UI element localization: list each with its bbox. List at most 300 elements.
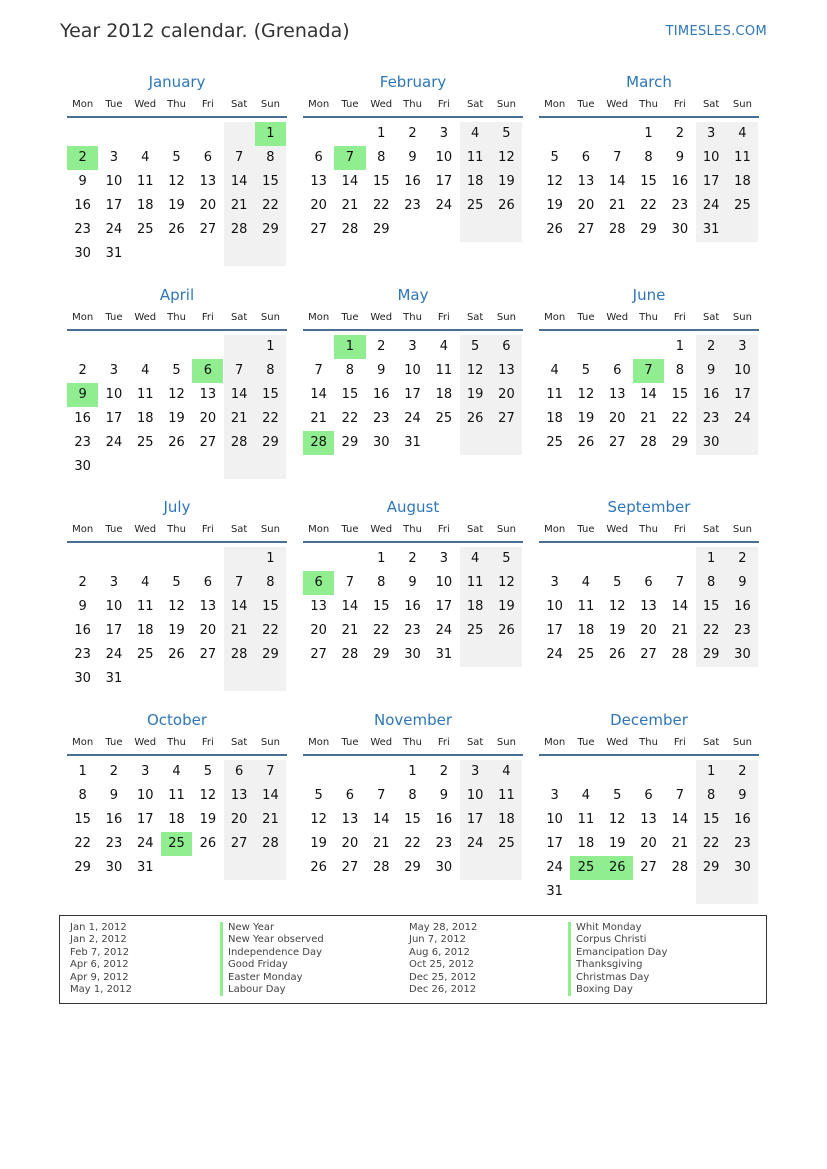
day-cell: 17 xyxy=(546,623,563,638)
day-cell: 1 xyxy=(696,547,727,571)
day-cell: 6 xyxy=(224,760,255,784)
day-cell: 12 xyxy=(460,359,491,383)
weekday-label: Mon xyxy=(72,737,94,748)
day-cell: 19 xyxy=(199,812,217,827)
empty-weekend-cell xyxy=(727,218,758,242)
day-cell: 27 xyxy=(310,222,327,237)
day-cell: 14 xyxy=(671,812,689,827)
day-cell: 25 xyxy=(570,856,601,880)
day-cell: 20 xyxy=(640,623,657,638)
day-cell: 6 xyxy=(644,575,653,590)
day-cell: 12 xyxy=(608,812,626,827)
empty-weekend-cell xyxy=(224,856,255,880)
day-cell: 21 xyxy=(341,198,359,213)
weekday-label: Sun xyxy=(260,737,280,748)
day-cell: 12 xyxy=(546,174,563,189)
weekday-label: Tue xyxy=(577,524,595,535)
day-cell: 5 xyxy=(460,335,491,359)
day-cell: 16 xyxy=(671,174,689,189)
day-cell: 13 xyxy=(577,174,595,189)
day-cell: 6 xyxy=(303,571,334,595)
weekday-label: Fri xyxy=(673,312,686,323)
weekday-header xyxy=(539,94,759,116)
holiday-date: Dec 25, 2012 xyxy=(409,971,477,983)
day-cell: 20 xyxy=(577,198,595,213)
day-cell: 10 xyxy=(105,599,123,614)
day-cell: 3 xyxy=(460,760,491,784)
holiday-date: Dec 26, 2012 xyxy=(409,984,477,996)
weekday-label: Sun xyxy=(260,312,280,323)
day-cell: 8 xyxy=(377,150,386,165)
day-cell: 7 xyxy=(314,363,323,378)
empty-weekend-cell xyxy=(255,856,286,880)
weekday-label: Thu xyxy=(639,99,658,110)
day-cell: 28 xyxy=(341,647,359,662)
day-cell: 23 xyxy=(727,619,758,643)
weekday-label: Sat xyxy=(466,524,484,535)
day-cell: 14 xyxy=(671,599,689,614)
day-cell: 4 xyxy=(172,764,181,779)
day-cell: 9 xyxy=(67,383,98,407)
weekday-label: Sat xyxy=(702,312,720,323)
day-cell: 6 xyxy=(581,150,591,165)
weekday-header xyxy=(67,732,287,754)
day-cell: 7 xyxy=(613,150,622,165)
day-cell: 30 xyxy=(372,435,390,450)
month-name: February xyxy=(379,73,447,91)
empty-weekend-cell xyxy=(224,455,255,479)
day-cell: 19 xyxy=(460,383,491,407)
day-cell: 2 xyxy=(408,551,417,566)
empty-weekend-cell xyxy=(491,856,522,880)
weekday-label: Sun xyxy=(496,524,516,535)
day-cell: 30 xyxy=(404,647,421,662)
day-cell: 28 xyxy=(341,222,359,237)
day-cell: 4 xyxy=(727,122,758,146)
day-cell: 11 xyxy=(460,146,491,170)
day-cell: 4 xyxy=(460,122,491,146)
weekday-label: Fri xyxy=(201,99,214,110)
weekday-label: Tue xyxy=(105,737,123,748)
day-cell: 20 xyxy=(491,383,522,407)
day-cell: 11 xyxy=(727,146,758,170)
day-cell: 29 xyxy=(255,643,286,667)
day-cell: 22 xyxy=(404,836,421,851)
day-cell: 16 xyxy=(74,623,91,638)
day-cell: 24 xyxy=(696,194,727,218)
day-cell: 24 xyxy=(105,647,123,662)
month-name: September xyxy=(607,498,691,516)
day-cell: 19 xyxy=(608,836,626,851)
weekday-label: Sun xyxy=(732,99,752,110)
day-cell: 15 xyxy=(640,174,657,189)
weekday-header xyxy=(67,94,287,116)
empty-weekend-cell xyxy=(255,242,286,266)
day-cell: 17 xyxy=(404,387,421,402)
day-cell: 27 xyxy=(224,832,255,856)
weekday-label: Mon xyxy=(308,99,330,110)
day-cell: 20 xyxy=(199,411,217,426)
day-cell: 15 xyxy=(671,387,689,402)
day-cell: 30 xyxy=(74,671,91,686)
holiday-name: New Year observed xyxy=(228,934,324,946)
day-cell: 9 xyxy=(675,150,684,165)
day-cell: 28 xyxy=(255,832,286,856)
day-cell: 5 xyxy=(172,363,181,378)
day-cell: 24 xyxy=(435,198,453,213)
day-cell: 11 xyxy=(136,174,154,189)
day-cell: 2 xyxy=(377,339,386,354)
day-cell: 21 xyxy=(341,623,359,638)
day-cell: 6 xyxy=(192,359,223,383)
day-cell: 22 xyxy=(696,619,727,643)
day-cell: 3 xyxy=(550,788,559,803)
weekday-label: Wed xyxy=(370,312,393,323)
day-grid xyxy=(67,331,287,475)
day-cell: 21 xyxy=(255,808,286,832)
weekday-label: Thu xyxy=(167,99,186,110)
weekday-label: Thu xyxy=(639,312,658,323)
holiday-name: Whit Monday xyxy=(576,922,642,933)
day-cell: 1 xyxy=(255,547,286,571)
day-cell: 30 xyxy=(727,643,758,667)
day-cell: 22 xyxy=(74,836,91,851)
day-cell: 23 xyxy=(696,407,727,431)
weekday-header xyxy=(303,94,523,116)
day-cell: 18 xyxy=(136,198,154,213)
month-december xyxy=(539,708,759,900)
day-cell: 17 xyxy=(460,808,491,832)
day-cell: 27 xyxy=(577,222,595,237)
day-cell: 7 xyxy=(675,788,684,803)
month-march xyxy=(539,70,759,262)
day-cell: 13 xyxy=(224,784,255,808)
day-cell: 6 xyxy=(491,335,522,359)
weekday-label: Sat xyxy=(230,312,248,323)
weekday-label: Fri xyxy=(673,99,686,110)
day-cell: 3 xyxy=(141,764,150,779)
day-cell: 5 xyxy=(172,575,181,590)
day-cell: 21 xyxy=(310,411,327,426)
day-cell: 10 xyxy=(404,363,421,378)
weekday-label: Mon xyxy=(72,99,94,110)
day-cell: 31 xyxy=(105,671,123,686)
weekday-label: Sat xyxy=(466,737,484,748)
day-cell: 21 xyxy=(224,619,255,643)
empty-weekend-cell xyxy=(460,643,491,667)
weekday-label: Mon xyxy=(308,312,330,323)
day-cell: 29 xyxy=(696,856,727,880)
holiday-name: Good Friday xyxy=(228,959,288,971)
day-cell: 7 xyxy=(633,359,664,383)
weekday-header xyxy=(539,732,759,754)
weekday-label: Tue xyxy=(577,312,595,323)
day-cell: 26 xyxy=(577,435,595,450)
day-cell: 11 xyxy=(491,784,522,808)
day-cell: 17 xyxy=(696,170,727,194)
day-cell: 18 xyxy=(460,170,491,194)
weekday-label: Sun xyxy=(260,99,280,110)
day-cell: 5 xyxy=(550,150,559,165)
day-grid xyxy=(67,543,287,687)
weekday-label: Sat xyxy=(230,99,248,110)
site-link[interactable]: TIMESLES.COM xyxy=(665,24,767,39)
day-cell: 29 xyxy=(74,860,91,875)
day-cell: 19 xyxy=(168,411,185,426)
day-cell: 4 xyxy=(141,150,150,165)
day-cell: 28 xyxy=(671,647,689,662)
day-cell: 21 xyxy=(224,194,255,218)
day-cell: 22 xyxy=(640,198,657,213)
day-cell: 3 xyxy=(727,335,758,359)
weekday-label: Sat xyxy=(230,737,248,748)
weekday-label: Mon xyxy=(544,737,566,748)
day-cell: 13 xyxy=(640,599,657,614)
month-name: January xyxy=(148,73,206,91)
day-cell: 16 xyxy=(74,411,91,426)
day-cell: 28 xyxy=(224,431,255,455)
day-cell: 21 xyxy=(671,836,689,851)
weekday-label: Sat xyxy=(702,737,720,748)
day-cell: 9 xyxy=(109,788,119,803)
day-cell: 12 xyxy=(577,387,595,402)
weekday-label: Thu xyxy=(403,737,422,748)
weekday-label: Sun xyxy=(496,312,516,323)
weekday-label: Fri xyxy=(673,737,686,748)
weekday-label: Thu xyxy=(403,524,422,535)
day-cell: 14 xyxy=(608,174,626,189)
weekday-header xyxy=(539,519,759,541)
weekday-label: Wed xyxy=(134,312,157,323)
day-cell: 20 xyxy=(199,623,217,638)
day-cell: 30 xyxy=(74,459,91,474)
day-cell: 25 xyxy=(161,832,192,856)
month-may xyxy=(303,283,523,475)
weekday-label: Wed xyxy=(370,99,393,110)
day-cell: 4 xyxy=(141,575,150,590)
legend-dates-col-1 xyxy=(70,922,132,996)
day-cell: 18 xyxy=(727,170,758,194)
day-cell: 31 xyxy=(136,860,154,875)
day-cell: 10 xyxy=(435,575,453,590)
day-cell: 6 xyxy=(314,150,323,165)
day-cell: 23 xyxy=(435,836,453,851)
day-cell: 18 xyxy=(460,595,491,619)
weekday-label: Tue xyxy=(105,524,123,535)
day-cell: 21 xyxy=(671,623,689,638)
day-cell: 30 xyxy=(727,856,758,880)
day-cell: 20 xyxy=(608,411,626,426)
day-cell: 21 xyxy=(640,411,657,426)
day-cell: 28 xyxy=(224,218,255,242)
day-cell: 8 xyxy=(255,146,286,170)
day-grid xyxy=(303,118,523,262)
day-cell: 16 xyxy=(74,198,91,213)
day-cell: 23 xyxy=(105,836,123,851)
month-name: July xyxy=(163,498,191,516)
day-cell: 13 xyxy=(199,174,217,189)
day-cell: 25 xyxy=(577,647,595,662)
day-cell: 8 xyxy=(255,359,286,383)
day-grid xyxy=(539,331,759,475)
day-cell: 4 xyxy=(581,788,591,803)
month-name: December xyxy=(610,711,688,729)
weekday-header xyxy=(67,519,287,541)
empty-weekend-cell xyxy=(224,547,255,571)
day-cell: 4 xyxy=(141,363,150,378)
day-cell: 18 xyxy=(168,812,185,827)
day-cell: 27 xyxy=(640,647,657,662)
day-cell: 22 xyxy=(696,832,727,856)
holiday-legend xyxy=(59,915,767,1004)
day-cell: 8 xyxy=(408,788,417,803)
day-cell: 23 xyxy=(74,435,91,450)
holiday-name: Thanksgiving xyxy=(576,959,643,971)
day-cell: 11 xyxy=(460,571,491,595)
day-cell: 2 xyxy=(727,760,758,784)
day-cell: 9 xyxy=(696,359,727,383)
day-cell: 28 xyxy=(303,431,334,455)
day-cell: 24 xyxy=(546,647,563,662)
month-july xyxy=(67,495,287,687)
day-cell: 15 xyxy=(696,808,727,832)
day-cell: 6 xyxy=(203,575,212,590)
weekday-label: Tue xyxy=(577,99,595,110)
day-cell: 3 xyxy=(109,363,119,378)
day-cell: 26 xyxy=(460,407,491,431)
holiday-date: Jun 7, 2012 xyxy=(409,934,466,946)
day-cell: 10 xyxy=(696,146,727,170)
day-cell: 27 xyxy=(341,860,359,875)
holiday-date: Oct 25, 2012 xyxy=(409,959,474,971)
weekday-label: Sun xyxy=(732,524,752,535)
weekday-label: Sat xyxy=(466,312,484,323)
day-cell: 31 xyxy=(546,884,563,899)
day-cell: 25 xyxy=(727,194,758,218)
day-cell: 26 xyxy=(168,222,185,237)
day-cell: 1 xyxy=(255,335,286,359)
day-cell: 1 xyxy=(408,764,417,779)
day-cell: 26 xyxy=(491,619,522,643)
day-cell: 1 xyxy=(377,126,386,141)
day-cell: 26 xyxy=(310,860,327,875)
weekday-label: Sat xyxy=(466,99,484,110)
day-cell: 11 xyxy=(168,788,185,803)
weekday-label: Fri xyxy=(437,99,450,110)
day-cell: 19 xyxy=(168,198,185,213)
empty-weekend-cell xyxy=(727,431,758,455)
day-cell: 5 xyxy=(172,150,181,165)
weekday-label: Tue xyxy=(341,99,359,110)
day-cell: 29 xyxy=(255,431,286,455)
day-cell: 3 xyxy=(696,122,727,146)
day-grid xyxy=(539,756,759,900)
empty-weekend-cell xyxy=(255,667,286,691)
day-cell: 8 xyxy=(675,363,684,378)
day-cell: 5 xyxy=(613,575,622,590)
weekday-label: Sun xyxy=(496,737,516,748)
empty-weekend-cell xyxy=(491,431,522,455)
holiday-name: New Year xyxy=(228,922,275,933)
day-cell: 16 xyxy=(372,387,390,402)
empty-weekend-cell xyxy=(224,667,255,691)
day-cell: 5 xyxy=(581,363,591,378)
day-cell: 28 xyxy=(671,860,689,875)
day-cell: 13 xyxy=(640,812,657,827)
day-cell: 24 xyxy=(136,836,154,851)
weekday-label: Wed xyxy=(606,312,629,323)
month-name: November xyxy=(373,711,453,729)
day-cell: 10 xyxy=(727,359,758,383)
empty-weekend-cell xyxy=(255,455,286,479)
weekday-label: Thu xyxy=(639,737,658,748)
empty-weekend-cell xyxy=(696,880,727,904)
day-cell: 7 xyxy=(334,146,365,170)
empty-weekend-cell xyxy=(460,218,491,242)
day-cell: 12 xyxy=(199,788,217,803)
weekday-label: Mon xyxy=(544,99,566,110)
day-grid xyxy=(67,118,287,262)
day-cell: 18 xyxy=(136,411,154,426)
day-cell: 18 xyxy=(577,836,595,851)
day-cell: 25 xyxy=(491,832,522,856)
day-cell: 9 xyxy=(408,150,417,165)
day-cell: 31 xyxy=(105,246,123,261)
day-cell: 7 xyxy=(345,575,355,590)
day-cell: 1 xyxy=(334,335,365,359)
weekday-label: Thu xyxy=(167,737,186,748)
day-cell: 17 xyxy=(105,411,123,426)
day-cell: 15 xyxy=(255,595,286,619)
weekday-label: Thu xyxy=(403,99,422,110)
day-cell: 6 xyxy=(345,788,355,803)
day-cell: 24 xyxy=(404,411,421,426)
weekday-header xyxy=(67,307,287,329)
day-cell: 7 xyxy=(255,760,286,784)
day-cell: 22 xyxy=(671,411,689,426)
day-cell: 17 xyxy=(546,836,563,851)
day-cell: 5 xyxy=(613,788,622,803)
day-cell: 24 xyxy=(546,860,563,875)
weekday-label: Tue xyxy=(105,312,123,323)
day-cell: 13 xyxy=(310,599,327,614)
day-cell: 12 xyxy=(608,599,626,614)
weekday-label: Mon xyxy=(72,312,94,323)
day-cell: 4 xyxy=(491,760,522,784)
day-cell: 17 xyxy=(435,174,453,189)
day-cell: 31 xyxy=(404,435,421,450)
month-name: August xyxy=(386,498,440,516)
day-cell: 5 xyxy=(314,788,323,803)
month-september xyxy=(539,495,759,687)
holiday-date: Apr 6, 2012 xyxy=(70,959,129,971)
day-cell: 15 xyxy=(255,383,286,407)
weekday-label: Thu xyxy=(167,524,186,535)
day-cell: 24 xyxy=(435,623,453,638)
day-cell: 15 xyxy=(372,174,390,189)
month-october xyxy=(67,708,287,900)
day-cell: 10 xyxy=(105,387,123,402)
month-name: June xyxy=(632,286,666,304)
day-cell: 20 xyxy=(640,836,657,851)
empty-weekend-cell xyxy=(224,335,255,359)
day-cell: 25 xyxy=(136,647,154,662)
holiday-date: Aug 6, 2012 xyxy=(409,946,470,958)
day-cell: 3 xyxy=(439,551,448,566)
empty-weekend-cell xyxy=(460,856,491,880)
weekday-label: Mon xyxy=(544,524,566,535)
day-cell: 2 xyxy=(78,575,87,590)
